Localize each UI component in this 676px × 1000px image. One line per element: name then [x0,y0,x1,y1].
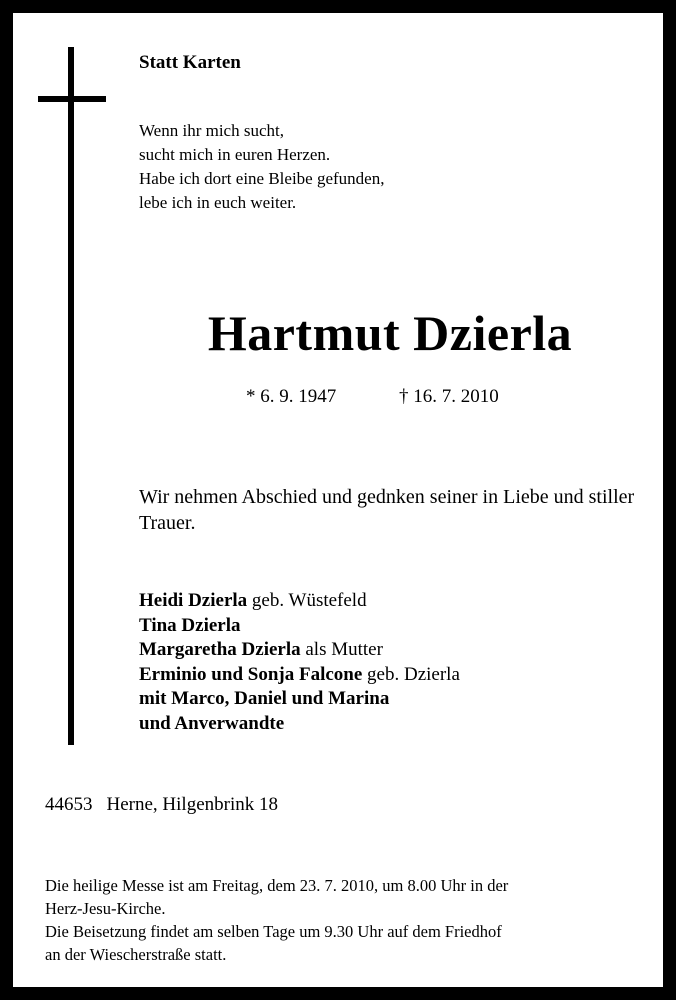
mourner-line [139,712,460,737]
address-zip: 44653 [45,794,93,815]
mourner-name: mit Marco, Daniel und Marina [139,688,390,709]
family-address [45,794,278,816]
death-date: † 16. 7. 2010 [399,386,499,407]
service-notice [45,874,645,966]
notice-line: an der Wiescherstraße statt. [45,945,227,964]
mourners-list [139,589,460,736]
mourner-line [139,687,460,712]
notice-line: Herz-Jesu-Kirche. [45,899,166,918]
mourner-name: und Anverwandte [139,712,285,734]
mourner-name: Erminio und Sonja Falcone [139,663,363,685]
mourner-note: als Mutter [300,639,383,660]
poem-line: Habe ich dort eine Bleibe gefunden, [139,169,385,188]
memorial-poem [139,119,384,215]
mourner-name: Tina Dzierla [139,614,241,636]
mourner-line [139,663,460,688]
mourner-note: geb. Wüstefeld [247,590,367,611]
deceased-name: Hartmut Dzierla [207,305,573,361]
mourner-line [139,638,460,663]
poem-line: Wenn ihr mich sucht, [139,121,284,140]
farewell-text: Wir nehmen Abschied und gednken seiner in Liebe und stiller Trauer. [139,486,635,534]
address-city-street: Herne, Hilgenbrink 18 [106,794,278,815]
mourner-line [139,589,460,614]
mourner-name: Margaretha Dzierla [139,639,301,660]
mourner-note: geb. Dzierla [362,663,460,685]
poem-line: lebe ich in euch weiter. [139,193,297,212]
cross-icon-horizontal [38,96,106,102]
mourner-name: Heidi Dzierla [139,590,248,611]
statt-karten-heading: Statt Karten [139,52,241,73]
birth-date: * 6. 9. 1947 [246,386,337,407]
mourner-line [139,614,460,639]
poem-line: sucht mich in euren Herzen. [139,145,331,164]
cross-icon-vertical [68,47,74,745]
notice-line: Die heilige Messe ist am Freitag, dem 23. 7. 2010, um 8.00 Uhr in der [45,876,509,895]
notice-line: Die Beisetzung findet am selben Tage um 9.30 Uhr auf dem Friedhof [45,922,502,941]
